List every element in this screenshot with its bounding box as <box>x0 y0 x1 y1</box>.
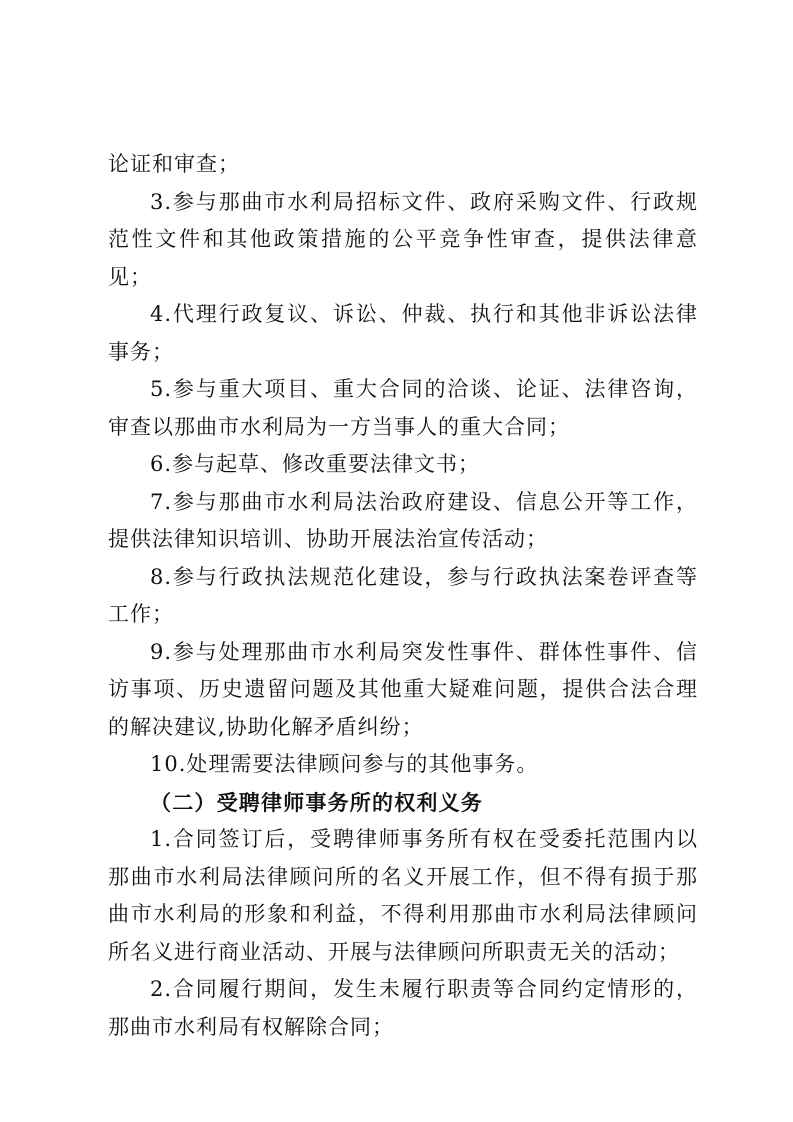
paragraph-item-10: 10.处理需要法律顾问参与的其他事务。 <box>150 752 539 776</box>
paragraph-item-9: 9.参与处理那曲市水利局突发性事件、群体性事件、信访事项、历史遗留问题及其他重大疑难问题，提供合法合理的解决建议,协助化解矛盾纠纷； <box>108 639 698 739</box>
paragraph-item-3: 3.参与那曲市水利局招标文件、政府采购文件、行政规范性文件和其他政策措施的公平竞争性审查，提供法律意见； <box>108 189 698 289</box>
paragraph-item-8: 8.参与行政执法规范化建设，参与行政执法案卷评查等工作； <box>108 564 698 626</box>
paragraph-item-6: 6.参与起草、修改重要法律文书； <box>150 452 481 476</box>
section-heading: （二）受聘律师事务所的权利义务 <box>150 789 483 815</box>
paragraph-item-7: 7.参与那曲市水利局法治政府建设、信息公开等工作，提供法律知识培训、协助开展法治宣传活动； <box>108 489 698 551</box>
paragraph-item-4: 4.代理行政复议、诉讼、仲裁、执行和其他非诉讼法律事务； <box>108 302 698 364</box>
paragraph-item-5: 5.参与重大项目、重大合同的洽谈、论证、法律咨询，审查以那曲市水利局为一方当事人的重大合同； <box>108 377 698 439</box>
paragraph-rights-2: 2.合同履行期间，发生未履行职责等合同约定情形的，那曲市水利局有权解除合同； <box>108 977 698 1039</box>
paragraph-rights-1: 1.合同签订后，受聘律师事务所有权在受委托范围内以那曲市水利局法律顾问所的名义开展工作，但不得有损于那曲市水利局的形象和利益，不得利用那曲市水利局法律顾问所名义进行商业活动、开展与法律顾问所职责无关的活动； <box>108 827 698 964</box>
document-body <box>108 146 698 1046</box>
paragraph-continuation: 论证和审查； <box>108 152 240 176</box>
